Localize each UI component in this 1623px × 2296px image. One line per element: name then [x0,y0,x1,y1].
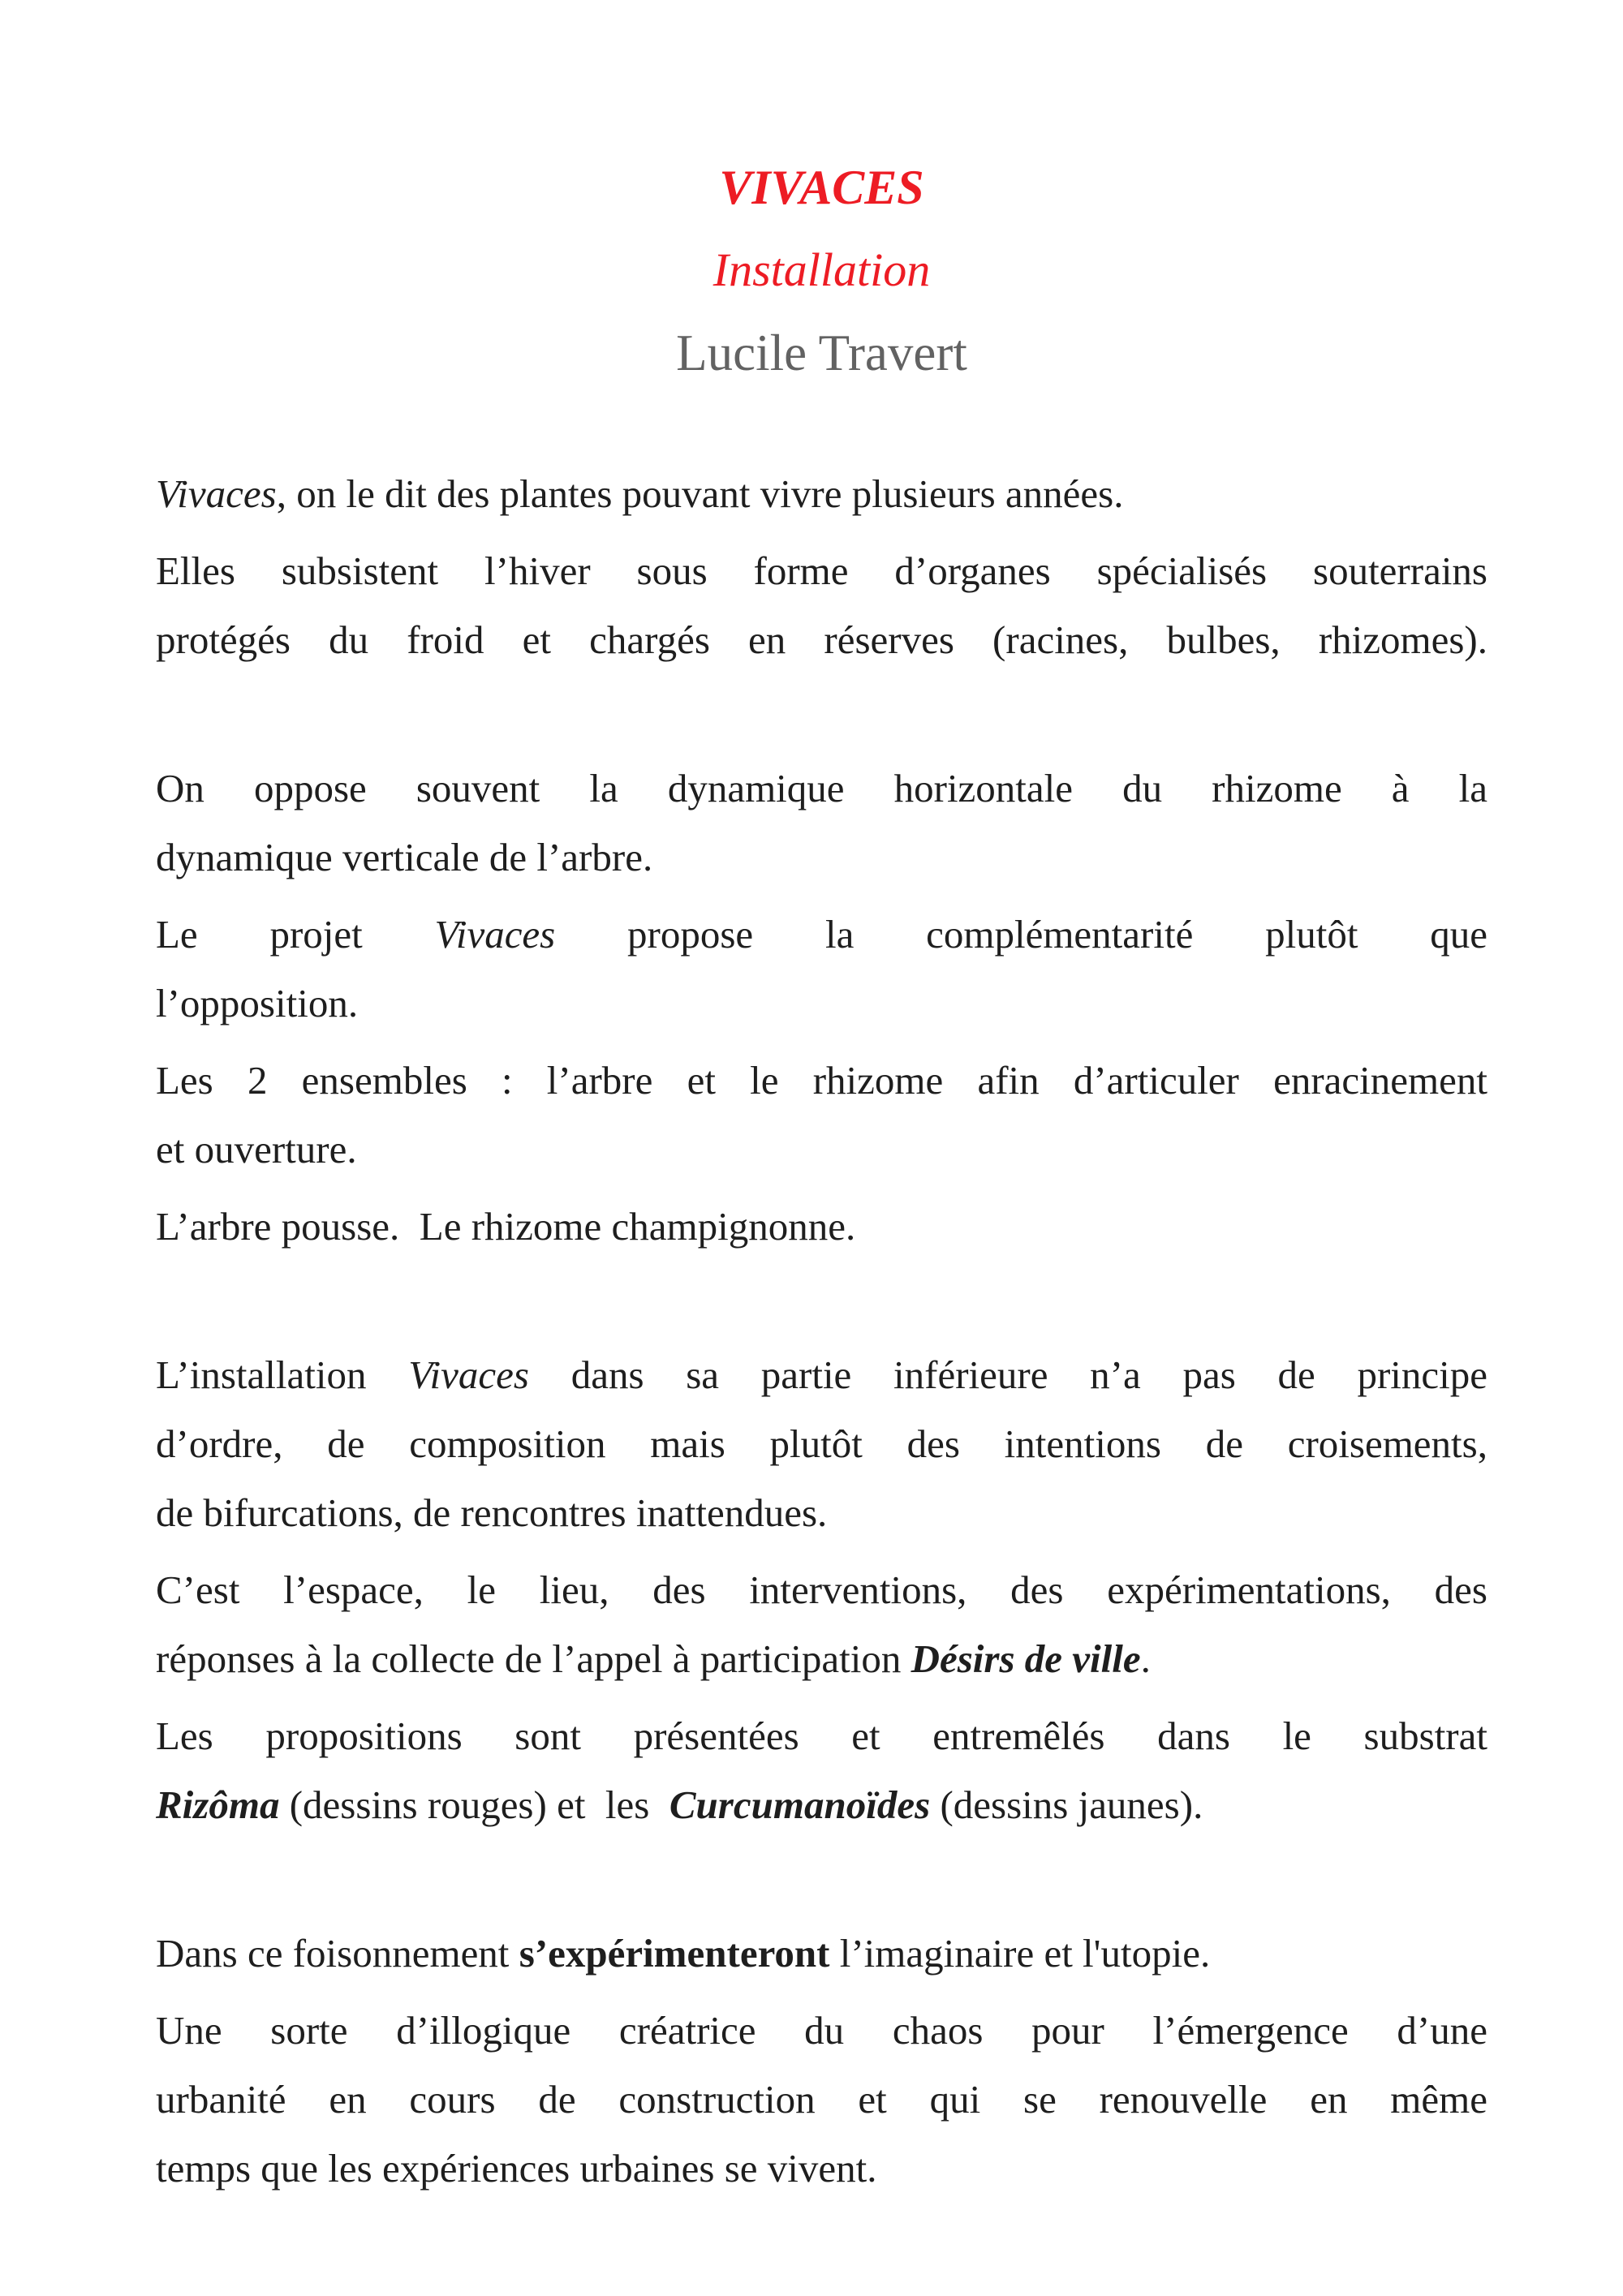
emphasis-text: Désirs de ville [911,1636,1141,1681]
paragraph-illogique [156,1996,1487,2203]
document-subtitle: Installation [712,243,931,296]
emphasis-text: Vivaces [434,912,556,957]
text-segment: On oppose souvent la dynamique horizontale du rhizome à la [156,766,1487,810]
paragraph-espace [156,1555,1487,1693]
text-line [156,1770,1487,1839]
paragraph-foisonnement [156,1919,1487,1988]
text-line [156,1555,1487,1624]
emphasis-text: Vivaces [156,471,277,516]
text-segment: (dessins jaunes). [930,1782,1203,1827]
text-segment: Dans ce foisonnement [156,1931,519,1976]
document-title: VIVACES [719,161,924,214]
text-segment: . [1140,1636,1151,1681]
emphasis-text: Curcumanoïdes [669,1782,931,1827]
document-author: Lucile Travert [676,325,967,381]
text-line [156,2065,1487,2134]
paragraph-arbre-pousse [156,1192,1487,1261]
text-line [156,1340,1487,1409]
text-segment: , on le dit des plantes pouvant vivre plusieurs années. [276,471,1124,516]
text-segment: Elles subsistent l’hiver sous forme d’organes spécialisés souterrains [156,548,1487,593]
text-segment: dynamique verticale de l’arbre. [156,835,653,879]
text-segment: Le projet [156,912,435,957]
text-segment: Les 2 ensembles : l’arbre et le rhizome afin d’articuler enracinement [156,1058,1487,1103]
text-line [156,1919,1487,1988]
text-line [156,459,1487,528]
text-line [156,1115,1487,1184]
text-line [156,536,1487,605]
text-line [156,754,1487,823]
paragraph-ensembles [156,1046,1487,1184]
text-segment: L’arbre pousse. Le rhizome champignonne. [156,1204,856,1249]
document-body [156,459,1487,2203]
text-line [156,1046,1487,1115]
text-segment: l’imaginaire et l'utopie. [829,1931,1211,1976]
text-segment: Une sorte d’illogique créatrice du chaos pour l’émergence d’une [156,2008,1487,2053]
text-line [156,1701,1487,1770]
paragraph-hiver [156,536,1487,674]
text-segment: réponses à la collecte de l’appel à participation [156,1636,911,1681]
text-segment: C’est l’espace, le lieu, des interventions, des expérimentations, des [156,1567,1487,1612]
paragraph-definition [156,459,1487,528]
text-segment: l’opposition. [156,981,359,1025]
text-line [156,1409,1487,1478]
text-line [156,605,1487,674]
paragraph-dynamique [156,754,1487,892]
text-segment: dans sa partie inférieure n’a pas de principe [528,1352,1488,1397]
paragraph-propositions [156,1701,1487,1839]
text-line [156,1192,1487,1261]
text-segment: L’installation [156,1352,409,1397]
text-line [156,900,1487,969]
text-line [156,2134,1487,2203]
text-line [156,1996,1487,2065]
text-segment: d’ordre, de composition mais plutôt des intentions de croisements, [156,1421,1487,1466]
text-segment: de bifurcations, de rencontres inattendues. [156,1490,828,1535]
text-segment: urbanité en cours de construction et qui se renouvelle en même [156,2077,1487,2122]
paragraph-projet [156,900,1487,1038]
text-line [156,969,1487,1038]
text-segment: Les propositions sont présentées et entremêlés dans le substrat [156,1713,1487,1758]
paragraph-installation [156,1340,1487,1547]
emphasis-text: Vivaces [408,1352,529,1397]
text-segment: protégés du froid et chargés en réserves (racines, bulbes, rhizomes). [156,617,1487,662]
emphasis-text: Rizôma [156,1782,280,1827]
emphasis-text: s’expérimenteront [519,1931,830,1976]
document-header [156,146,1487,394]
text-line [156,1624,1487,1693]
text-segment: propose la complémentarité plutôt que [555,912,1487,957]
text-segment: (dessins rouges) et les [279,1782,669,1827]
text-line [156,1478,1487,1547]
text-segment: temps que les expériences urbaines se vivent. [156,2146,877,2191]
text-line [156,823,1487,892]
text-segment: et ouverture. [156,1127,357,1172]
